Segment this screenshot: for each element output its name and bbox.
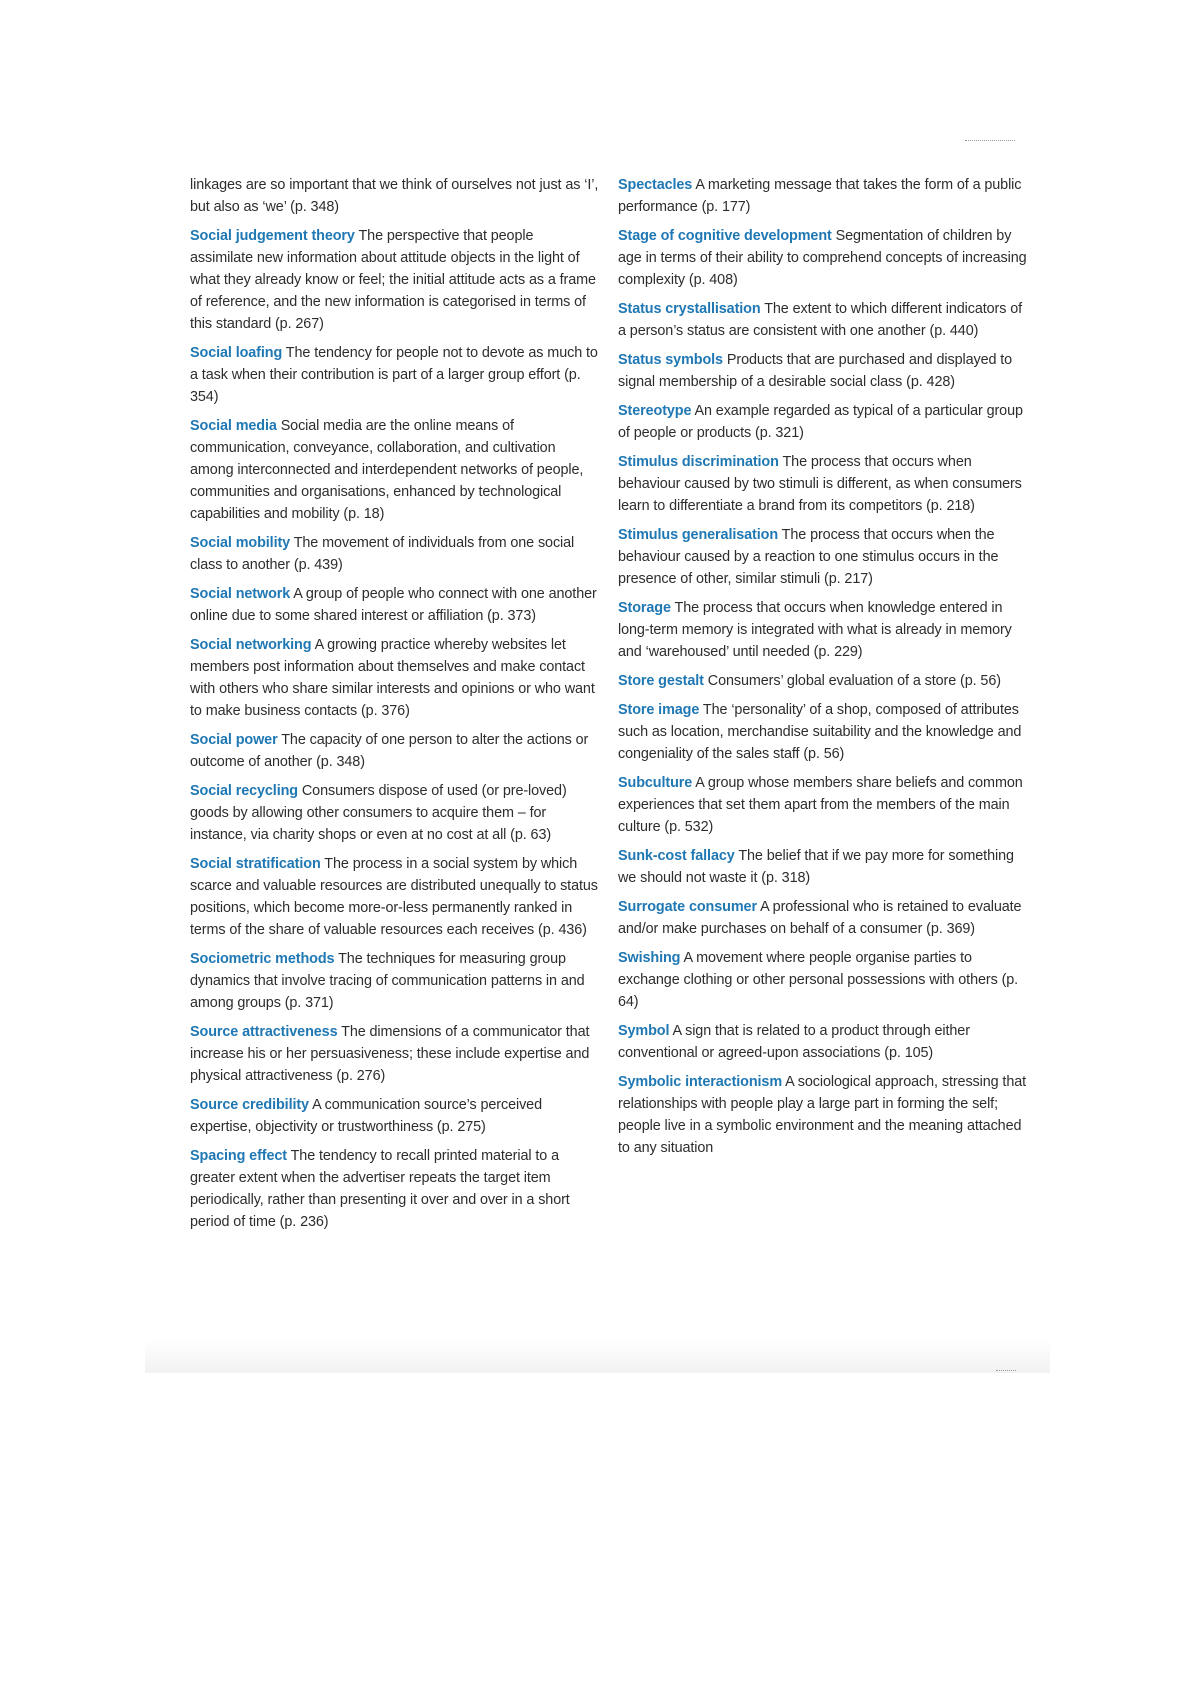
glossary-definition: Consumers’ global evaluation of a store (p. 56)	[707, 673, 1001, 689]
glossary-entry	[618, 298, 1028, 342]
glossary-entry	[618, 1071, 1028, 1159]
glossary-entry	[190, 225, 600, 335]
glossary-definition: Social media are the online means of communication, conveyance, collaboration, and cultivation among interconnected and interdependent networks of people, communities and organisations, enhanced by technological capabilities and mobility (p. 18)	[190, 418, 584, 522]
glossary-term: Stereotype	[618, 403, 692, 419]
glossary-definition: Segmentation of children by age in terms of their ability to comprehend concepts of increasing complexity (p. 408)	[618, 228, 1027, 288]
glossary-definition: Products that are purchased and displayed to signal membership of a desirable social class (p. 428)	[618, 352, 1013, 390]
glossary-entry	[190, 634, 600, 722]
glossary-column-left	[190, 174, 600, 1240]
glossary-entry	[190, 1145, 600, 1233]
glossary-definition: The tendency to recall printed material to a greater extent when the advertiser repeats the target item periodically, rather than presenting it over and over in a short period of time (p. 236)	[190, 1148, 570, 1230]
glossary-column-right	[618, 174, 1028, 1166]
glossary-term: Stage of cognitive development	[618, 228, 832, 244]
header-running-mark	[965, 138, 1015, 141]
glossary-term: Source credibility	[190, 1097, 309, 1113]
glossary-term: Social judgement theory	[190, 228, 355, 244]
glossary-definition: The extent to which different indicators of a person’s status are consistent with one another (p. 440)	[618, 301, 1023, 339]
glossary-term: Social stratification	[190, 856, 321, 872]
glossary-term: Subculture	[618, 775, 693, 791]
glossary-entry	[618, 225, 1028, 291]
glossary-term: Source attractiveness	[190, 1024, 338, 1040]
page-bottom-shadow	[145, 1340, 1050, 1373]
glossary-entry	[618, 349, 1028, 393]
glossary-term: Sunk-cost fallacy	[618, 848, 735, 864]
glossary-definition: The belief that if we pay more for something we should not waste it (p. 318)	[618, 848, 1014, 886]
glossary-entry	[190, 583, 600, 627]
glossary-term: Symbolic interactionism	[618, 1074, 783, 1090]
glossary-entry	[190, 532, 600, 576]
glossary-term: Spacing effect	[190, 1148, 287, 1164]
glossary-definition: Consumers dispose of used (or pre-loved) goods by allowing other consumers to acquire them – for instance, via charity shops or even at no cost at all (p. 63)	[190, 783, 567, 843]
glossary-definition: A movement where people organise parties to exchange clothing or other personal possessions with others (p. 64)	[618, 950, 1019, 1010]
glossary-definition: A group whose members share beliefs and common experiences that set them apart from the members of the main culture (p. 532)	[618, 775, 1023, 835]
glossary-definition: The tendency for people not to devote as much to a task when their contribution is part of a larger group effort (p. 354)	[190, 345, 598, 405]
glossary-entry	[618, 896, 1028, 940]
glossary-definition: The process in a social system by which scarce and valuable resources are distributed unequally to status positions, which become more-or-less permanently ranked in terms of the share of valuable resources each receives (p. 436)	[190, 856, 598, 938]
glossary-definition: A marketing message that takes the form of a public performance (p. 177)	[618, 177, 1022, 215]
glossary-entry	[618, 845, 1028, 889]
glossary-entry	[190, 729, 600, 773]
glossary-definition: The perspective that people assimilate new information about attitude objects in the light of what they already know or feel; the initial attitude acts as a frame of reference, and the new information is categorised in terms of this standard (p. 267)	[190, 228, 596, 332]
glossary-term: Social media	[190, 418, 277, 434]
glossary-entry	[190, 174, 600, 218]
glossary-definition: A growing practice whereby websites let members post information about themselves and make contact with others who share similar interests and opinions or who want to make business contacts (p. 376)	[190, 637, 595, 719]
glossary-entry	[618, 1020, 1028, 1064]
glossary-term: Social network	[190, 586, 291, 602]
glossary-definition: The ‘personality’ of a shop, composed of attributes such as location, merchandise suitability and the knowledge and congeniality of the sales staff (p. 56)	[618, 702, 1022, 762]
glossary-definition: The process that occurs when behaviour caused by two stimuli is different, as when consumers learn to differentiate a brand from its competitors (p. 218)	[618, 454, 1022, 514]
glossary-entry	[190, 342, 600, 408]
glossary-term: Social power	[190, 732, 278, 748]
glossary-term: Status symbols	[618, 352, 723, 368]
glossary-term: Social networking	[190, 637, 312, 653]
glossary-definition: A professional who is retained to evaluate and/or make purchases on behalf of a consumer (p. 369)	[618, 899, 1022, 937]
glossary-term: Spectacles	[618, 177, 693, 193]
glossary-term: Storage	[618, 600, 671, 616]
glossary-term: Surrogate consumer	[618, 899, 757, 915]
glossary-term: Social loafing	[190, 345, 283, 361]
glossary-definition: An example regarded as typical of a particular group of people or products (p. 321)	[618, 403, 1023, 441]
glossary-definition: The techniques for measuring group dynamics that involve tracing of communication patterns in and among groups (p. 371)	[190, 951, 585, 1011]
glossary-entry	[618, 597, 1028, 663]
glossary-term: Stimulus discrimination	[618, 454, 779, 470]
glossary-term: Sociometric methods	[190, 951, 335, 967]
glossary-term: Social mobility	[190, 535, 291, 551]
glossary-definition: A sign that is related to a product through either conventional or agreed-upon associations (p. 105)	[618, 1023, 970, 1061]
glossary-term: Social recycling	[190, 783, 298, 799]
glossary-definition: A group of people who connect with one another online due to some shared interest or affiliation (p. 373)	[190, 586, 597, 624]
glossary-definition: linkages are so important that we think of ourselves not just as ‘I’, but also as ‘we’ (p. 348)	[190, 177, 599, 215]
glossary-entry	[190, 853, 600, 941]
glossary-definition: The process that occurs when the behaviour caused by a reaction to one stimulus occurs in the presence of other, similar stimuli (p. 217)	[618, 527, 999, 587]
glossary-entry	[618, 174, 1028, 218]
glossary-definition: The capacity of one person to alter the actions or outcome of another (p. 348)	[190, 732, 589, 770]
glossary-entry	[190, 780, 600, 846]
glossary-term: Swishing	[618, 950, 681, 966]
glossary-entry	[618, 699, 1028, 765]
glossary-term: Stimulus generalisation	[618, 527, 779, 543]
glossary-entry	[618, 670, 1028, 692]
glossary-entry	[190, 1094, 600, 1138]
glossary-term: Status crystallisation	[618, 301, 761, 317]
glossary-definition: A sociological approach, stressing that relationships with people play a large part in forming the self; people live in a symbolic environment and the meaning attached to any situation	[618, 1074, 1027, 1156]
glossary-entry	[190, 1021, 600, 1087]
glossary-entry	[618, 947, 1028, 1013]
glossary-entry	[618, 772, 1028, 838]
glossary-definition: The movement of individuals from one social class to another (p. 439)	[190, 535, 575, 573]
glossary-entry	[190, 415, 600, 525]
glossary-entry	[618, 451, 1028, 517]
glossary-definition: A communication source’s perceived expertise, objectivity or trustworthiness (p. 275)	[190, 1097, 542, 1135]
glossary-term: Symbol	[618, 1023, 670, 1039]
glossary-entry	[618, 524, 1028, 590]
glossary-entry	[190, 948, 600, 1014]
page-number-mark	[996, 1368, 1016, 1371]
glossary-entry	[618, 400, 1028, 444]
glossary-term: Store image	[618, 702, 700, 718]
glossary-definition: The process that occurs when knowledge entered in long-term memory is integrated with what is already in memory and ‘warehoused’ until needed (p. 229)	[618, 600, 1012, 660]
glossary-definition: The dimensions of a communicator that increase his or her persuasiveness; these include expertise and physical attractiveness (p. 276)	[190, 1024, 590, 1084]
glossary-term: Store gestalt	[618, 673, 704, 689]
